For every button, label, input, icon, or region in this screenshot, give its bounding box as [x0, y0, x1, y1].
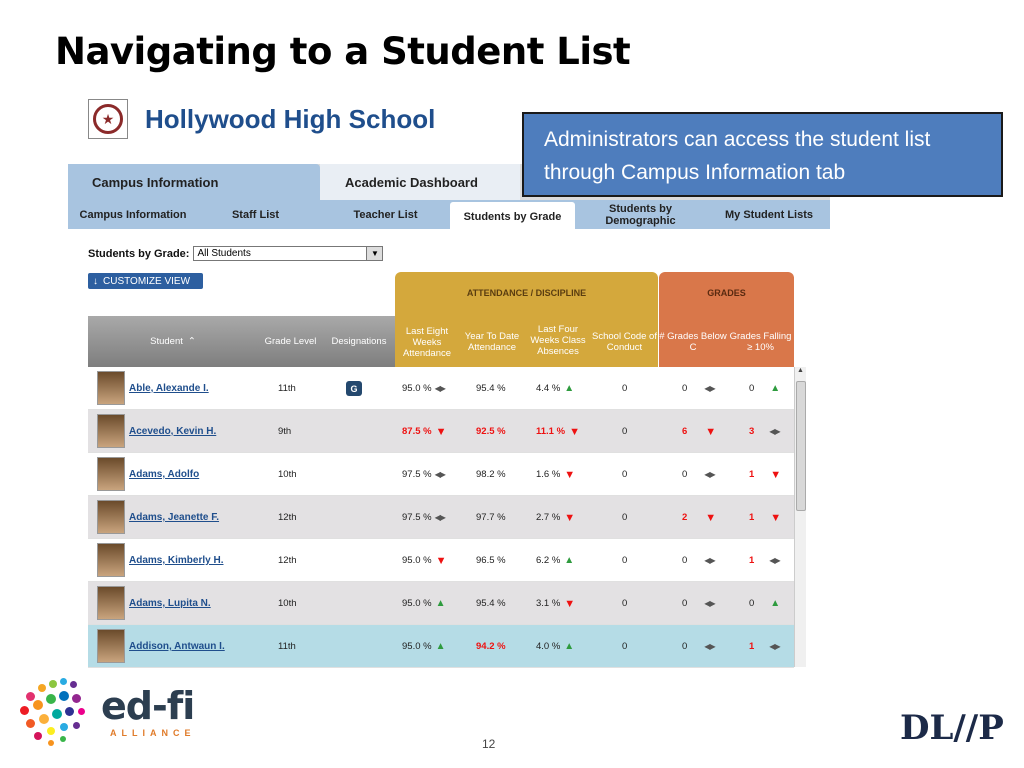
conduct-value: 0 [622, 469, 628, 480]
last-four-cell [536, 496, 606, 539]
last-eight-value: 95.0 % [402, 383, 432, 394]
trend-down-icon: ▼ [564, 597, 576, 610]
below-c-cell [682, 453, 732, 496]
below-c-value: 0 [682, 469, 688, 480]
subtab-students-by-grade[interactable]: Students by Grade [450, 202, 575, 231]
dlp-logo: DL//P [900, 708, 1004, 748]
callout-box: Administrators can access the student list through Campus Information tab [522, 112, 1003, 197]
trend-down-icon: ▼ [564, 511, 576, 524]
last-eight-cell [402, 367, 462, 410]
designation-cell [346, 367, 376, 410]
designation-badge[interactable]: G [346, 381, 362, 396]
ytd-cell [476, 496, 526, 539]
col-grades-below-c[interactable]: # Grades Below C [659, 331, 727, 353]
tab-academic-dashboard[interactable]: Academic Dashboard [320, 164, 520, 200]
school-name: Hollywood High School [145, 103, 436, 134]
attendance-group-label: ATTENDANCE / DISCIPLINE [466, 288, 587, 298]
grade-level: 11th [278, 383, 296, 394]
falling-cell [749, 625, 794, 668]
falling-value: 1 [749, 469, 755, 480]
below-c-value: 0 [682, 383, 688, 394]
grade-select-value: All Students [197, 248, 251, 259]
edfi-wordmark: ed-fi [101, 684, 195, 728]
below-c-value: 0 [682, 555, 688, 566]
last-four-cell [536, 539, 606, 582]
table-row[interactable] [88, 410, 794, 453]
student-name-link[interactable]: Adams, Adolfo [129, 469, 200, 480]
trend-up-icon: ▲ [564, 555, 575, 566]
edfi-subtitle: ALLIANCE [110, 728, 196, 738]
designation-cell [346, 539, 376, 582]
col-last-four-weeks[interactable]: Last Four Weeks Class Absences [530, 323, 586, 357]
filter-label: Students by Grade: [88, 247, 190, 260]
trend-flat-icon: ◀▶ [769, 556, 780, 565]
grade-level: 12th [278, 512, 297, 523]
grade-level: 10th [278, 469, 297, 480]
col-code-of-conduct[interactable]: School Code of Conduct [592, 331, 657, 353]
col-designations[interactable]: Designations [331, 336, 387, 347]
table-scrollbar[interactable] [794, 367, 806, 667]
last-four-value: 1.6 % [536, 469, 561, 480]
trend-down-icon: ▼ [705, 511, 717, 524]
below-c-cell [682, 410, 732, 453]
last-four-cell [536, 367, 606, 410]
falling-cell [749, 539, 794, 582]
last-eight-cell [402, 453, 462, 496]
trend-flat-icon: ◀▶ [704, 642, 715, 651]
last-four-cell [536, 625, 606, 668]
ytd-value: 98.2 % [476, 469, 506, 480]
ytd-value: 95.4 % [476, 598, 506, 609]
designation-cell [346, 496, 376, 539]
last-eight-cell [402, 410, 462, 453]
conduct-value: 0 [622, 426, 628, 437]
conduct-value: 0 [622, 555, 628, 566]
last-eight-value: 97.5 % [402, 512, 432, 523]
falling-cell [749, 410, 794, 453]
ytd-cell [476, 625, 526, 668]
trend-flat-icon: ◀▶ [434, 470, 445, 479]
school-header [88, 97, 435, 141]
last-four-value: 11.1 % [536, 426, 566, 437]
last-four-value: 4.4 % [536, 383, 561, 394]
sub-tabs [68, 200, 830, 229]
scroll-up-icon[interactable]: ▲ [797, 367, 804, 374]
falling-cell [749, 367, 794, 410]
ytd-cell [476, 410, 526, 453]
col-grade-level[interactable]: Grade Level [264, 336, 317, 347]
below-c-value: 0 [682, 598, 688, 609]
grades-group-label: GRADES [707, 288, 746, 298]
last-eight-value: 95.0 % [402, 598, 432, 609]
table-row[interactable] [88, 496, 794, 539]
trend-down-icon: ▼ [435, 554, 447, 567]
attendance-group-header [395, 272, 658, 367]
col-student-label: Student [150, 336, 183, 347]
grade-select[interactable] [193, 246, 383, 261]
customize-view-label: CUSTOMIZE VIEW [103, 275, 191, 287]
trend-up-icon: ▲ [435, 641, 446, 652]
student-photo [97, 414, 125, 448]
last-four-value: 4.0 % [536, 641, 561, 652]
school-seal-icon: ★ [88, 99, 128, 139]
down-arrow-icon: ↓ [93, 275, 98, 287]
ytd-value: 92.5 % [476, 426, 506, 437]
ytd-value: 96.5 % [476, 555, 506, 566]
ytd-cell [476, 539, 526, 582]
last-four-value: 6.2 % [536, 555, 561, 566]
last-eight-value: 95.0 % [402, 641, 432, 652]
conduct-value: 0 [622, 641, 628, 652]
student-name-link[interactable]: Adams, Kimberly H. [129, 555, 224, 566]
below-c-value: 6 [682, 426, 688, 437]
student-table [88, 367, 794, 668]
table-row[interactable] [88, 367, 794, 410]
designation-cell [346, 582, 376, 625]
falling-cell [749, 453, 794, 496]
falling-value: 0 [749, 383, 755, 394]
last-four-value: 2.7 % [536, 512, 561, 523]
trend-down-icon: ▼ [770, 511, 782, 524]
ytd-value: 97.7 % [476, 512, 506, 523]
trend-up-icon: ▲ [564, 383, 575, 394]
last-eight-cell [402, 496, 462, 539]
trend-up-icon: ▲ [435, 598, 446, 609]
slide-title: Navigating to a Student List [55, 30, 631, 73]
falling-value: 0 [749, 598, 755, 609]
trend-flat-icon: ◀▶ [704, 470, 715, 479]
last-eight-value: 97.5 % [402, 469, 432, 480]
sort-up-icon: ⌃ [187, 336, 196, 347]
student-photo [97, 457, 125, 491]
below-c-cell [682, 539, 732, 582]
table-row[interactable] [88, 453, 794, 496]
student-name-link[interactable]: Addison, Antwaun I. [129, 641, 225, 652]
col-ytd-attendance[interactable]: Year To Date Attendance [464, 331, 520, 353]
subtab-teacher-list[interactable]: Teacher List [353, 208, 418, 221]
trend-down-icon: ▼ [770, 468, 782, 481]
designation-cell [346, 453, 376, 496]
student-name-link[interactable]: Acevedo, Kevin H. [129, 426, 217, 437]
edfi-logo [18, 672, 198, 750]
last-eight-cell [402, 539, 462, 582]
student-photo [97, 371, 125, 405]
last-eight-value: 95.0 % [402, 555, 432, 566]
falling-value: 1 [749, 512, 755, 523]
ytd-value: 94.2 % [476, 641, 506, 652]
falling-cell [749, 496, 794, 539]
below-c-cell [682, 496, 732, 539]
below-c-cell [682, 582, 732, 625]
trend-flat-icon: ◀▶ [769, 642, 780, 651]
grade-filter [88, 246, 383, 261]
trend-flat-icon: ◀▶ [434, 513, 445, 522]
trend-flat-icon: ◀▶ [704, 556, 715, 565]
grade-level: 11th [278, 641, 296, 652]
last-four-cell [536, 582, 606, 625]
student-photo [97, 586, 125, 620]
last-eight-value: 87.5 % [402, 426, 432, 437]
falling-cell [749, 582, 794, 625]
ytd-cell [476, 453, 526, 496]
falling-value: 1 [749, 555, 755, 566]
col-last-eight-weeks[interactable]: Last Eight Weeks Attendance [402, 325, 452, 359]
below-c-cell [682, 367, 732, 410]
trend-up-icon: ▲ [770, 598, 781, 609]
table-row[interactable] [88, 582, 794, 625]
trend-up-icon: ▲ [770, 383, 781, 394]
table-row[interactable] [88, 539, 794, 582]
below-c-value: 2 [682, 512, 688, 523]
tab-campus-information[interactable]: Campus Information [68, 164, 320, 200]
designation-cell [346, 410, 376, 453]
trend-down-icon: ▼ [569, 425, 580, 438]
ytd-cell [476, 367, 526, 410]
student-photo [97, 500, 125, 534]
last-four-value: 3.1 % [536, 598, 561, 609]
grade-level: 10th [278, 598, 297, 609]
table-row[interactable] [88, 625, 794, 668]
subtab-staff-list[interactable]: Staff List [231, 208, 280, 221]
ytd-value: 95.4 % [476, 383, 506, 394]
last-eight-cell [402, 582, 462, 625]
scroll-thumb[interactable] [796, 381, 806, 511]
chevron-down-icon[interactable]: ▼ [366, 247, 382, 260]
conduct-value: 0 [622, 383, 628, 394]
trend-flat-icon: ◀▶ [434, 384, 445, 393]
customize-view-button[interactable] [88, 273, 203, 289]
grades-group-header [659, 272, 794, 367]
student-name-link[interactable]: Able, Alexande I. [129, 383, 209, 394]
trend-down-icon: ▼ [705, 425, 717, 438]
conduct-value: 0 [622, 598, 628, 609]
student-name-link[interactable]: Adams, Jeanette F. [129, 512, 220, 523]
subtab-my-student-lists[interactable]: My Student Lists [724, 208, 813, 221]
grade-level: 12th [278, 555, 297, 566]
trend-flat-icon: ◀▶ [704, 384, 715, 393]
last-four-cell [536, 453, 606, 496]
trend-down-icon: ▼ [435, 425, 447, 438]
trend-flat-icon: ◀▶ [704, 599, 715, 608]
page-number: 12 [482, 737, 496, 751]
trend-down-icon: ▼ [564, 468, 576, 481]
last-eight-cell [402, 625, 462, 668]
designation-cell [346, 625, 376, 668]
subtab-students-by-demographic[interactable]: Students by Demographic [605, 202, 676, 227]
student-column-headers [88, 316, 395, 367]
last-four-cell [536, 410, 606, 453]
below-c-cell [682, 625, 732, 668]
conduct-value: 0 [622, 512, 628, 523]
grade-level: 9th [278, 426, 292, 437]
col-student[interactable] [88, 316, 258, 367]
student-name-link[interactable]: Adams, Lupita N. [129, 598, 211, 609]
student-photo [97, 629, 125, 663]
falling-value: 3 [749, 426, 755, 437]
ytd-cell [476, 582, 526, 625]
subtab-campus-information[interactable]: Campus Information [79, 208, 187, 221]
trend-up-icon: ▲ [564, 641, 575, 652]
below-c-value: 0 [682, 641, 688, 652]
col-grades-falling[interactable]: Grades Falling ≥ 10% [729, 331, 792, 353]
trend-flat-icon: ◀▶ [769, 427, 780, 436]
student-photo [97, 543, 125, 577]
falling-value: 1 [749, 641, 755, 652]
